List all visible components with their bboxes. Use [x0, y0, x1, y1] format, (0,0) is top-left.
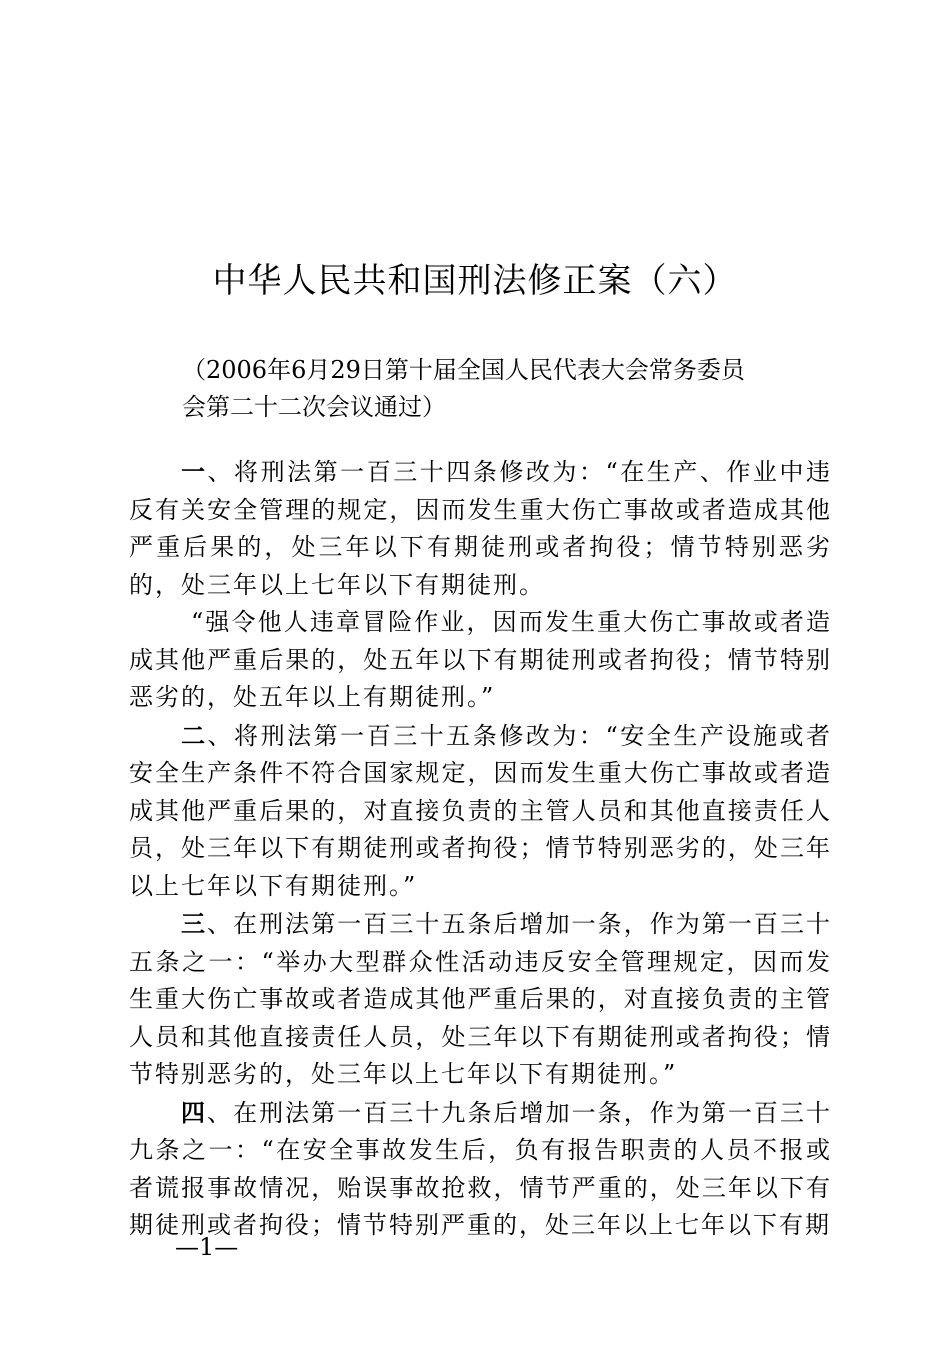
document-body [129, 453, 832, 1245]
item-number: 四 [181, 1097, 208, 1127]
paragraph-article-4 [129, 1094, 832, 1245]
paragraph-article-1 [129, 453, 832, 604]
adoption-note-line-2: 会第二十二次会议通过） [182, 393, 446, 421]
adoption-note [182, 352, 802, 426]
adoption-note-line-1: （2006年6月29日第十届全国人民代表大会常务委员 [182, 356, 745, 384]
document-title: 中华人民共和国刑法修正案（六） [212, 261, 738, 301]
item-number: 三 [181, 909, 208, 938]
paragraph-text: 、在刑法第一百三十五条后增加一条，作为第一百三十五条之一：“举办大型群众性活动违反安全管理规定，因而发生重大伤亡事故或者造成其他严重后果的，对直接负责的主管人员和其他直接责任人员，处三年以下有期徒刑或者拘役；情节特别恶劣的，处三年以上七年以下有期徒刑。” [129, 910, 833, 1088]
item-number: 一 [181, 457, 208, 486]
paragraph-text: 、在刑法第一百三十九条后增加一条，作为第一百三十九条之一：“在安全事故发生后，负有报告职责的人员不报或者谎报事故情况，贻误事故抢救，情节严重的，处三年以下有期徒刑或者拘役；情节特别严重的，处三年以上七年以下有期 [129, 1098, 833, 1239]
page-number: —1— [175, 1233, 239, 1261]
paragraph-article-3 [129, 905, 832, 1094]
paragraph-article-2 [129, 717, 832, 906]
paragraph-article-1-continued [129, 604, 832, 717]
paragraph-text: 、将刑法第一百三十五条修改为：“安全生产设施或者安全生产条件不符合国家规定，因而发生重大伤亡事故或者造成其他严重后果的，对直接负责的主管人员和其他直接责任人员，处三年以下有期徒刑或者拘役；情节特别恶劣的，处三年以上七年以下有期徒刑。” [129, 721, 832, 900]
item-number: 二 [181, 720, 208, 750]
paragraph-text: 、将刑法第一百三十四条修改为：“在生产、作业中违反有关安全管理的规定，因而发生重大伤亡事故或者造成其他严重后果的，处三年以下有期徒刑或者拘役；情节特别恶劣的，处三年以上七年以下有期徒刑。 [129, 458, 832, 599]
paragraph-text: “强令他人违章冒险作业，因而发生重大伤亡事故或者造成其他严重后果的，处五年以下有期徒刑或者拘役；情节特别恶劣的，处五年以上有期徒刑。” [129, 608, 832, 711]
